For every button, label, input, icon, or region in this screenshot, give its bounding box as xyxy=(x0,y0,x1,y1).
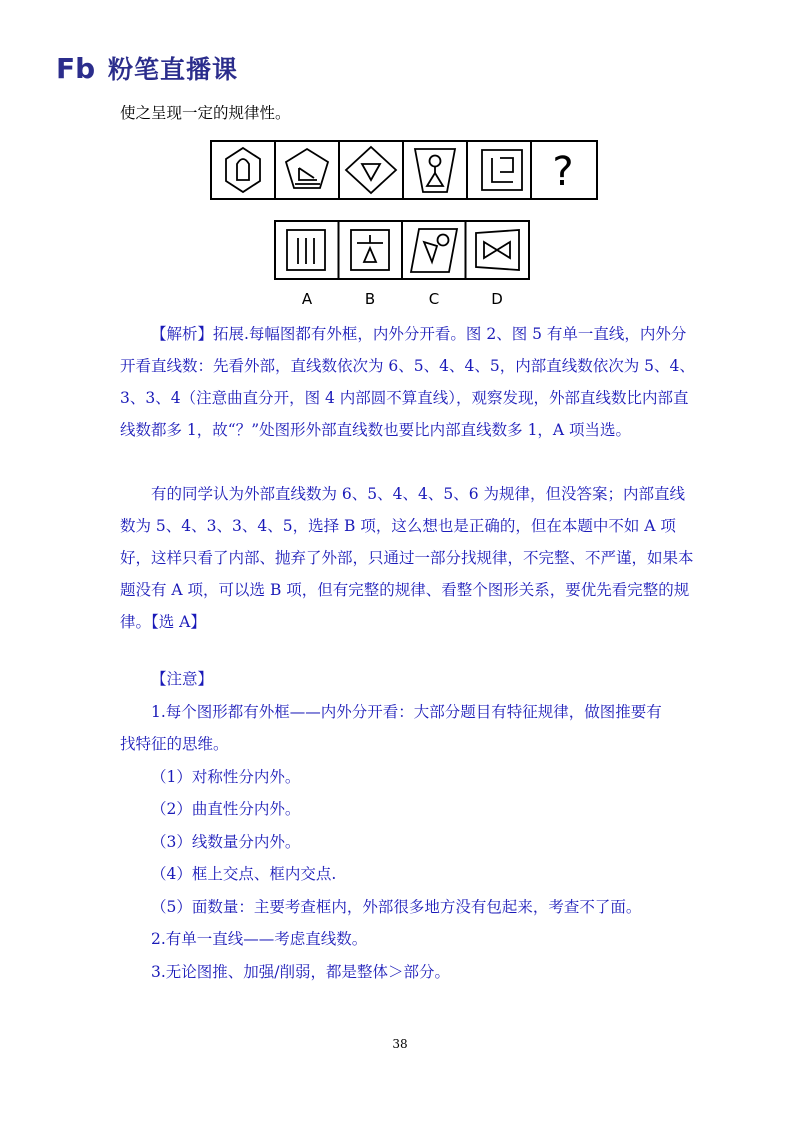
figure-3-diamond xyxy=(346,147,396,193)
note-sub-item: （2）曲直性分内外。 xyxy=(151,800,301,818)
figure-2-pentagon xyxy=(286,149,328,188)
option-d-figure[interactable] xyxy=(476,230,519,270)
option-c-figure[interactable] xyxy=(411,229,457,272)
logo-letters: Fb xyxy=(56,53,96,83)
note-sub-item: （1）对称性分内外。 xyxy=(151,767,301,786)
option-label-d: D xyxy=(491,290,503,308)
option-b-figure[interactable] xyxy=(351,230,389,270)
note-item-1: 1.每个图形都有外框——内外分开看：大部分题目有特征规律，做图推要有 xyxy=(151,702,662,721)
option-label-b: B xyxy=(364,290,376,308)
figure-1-hexagon xyxy=(226,148,260,192)
notes-section xyxy=(120,663,700,988)
question-figure xyxy=(210,140,600,202)
note-sub-item: （3）线数量分内外。 xyxy=(151,832,301,851)
note-item-1-cont: 找特征的思维。 xyxy=(120,735,229,753)
fb-logo-icon xyxy=(56,53,102,83)
note-sub-item: （5）面数量：主要考查框内，外部很多地方没有包起来，考查不了面。 xyxy=(151,897,642,916)
option-a-figure[interactable] xyxy=(287,230,325,270)
page-number: 38 xyxy=(392,1037,408,1051)
option-label-a: A xyxy=(301,290,313,308)
brand-name: 粉笔直播课 xyxy=(108,55,239,84)
brand-logo xyxy=(56,50,238,86)
note-item-3: 3.无论图推、加强/削弱，都是整体＞部分。 xyxy=(151,962,451,981)
analysis-paragraph-1: 【解析】拓展.每幅图都有外框，内外分开看。图 2、图 5 有单一直线，内外分开看直线数：先看外部，直线数依次为 6、5、4、4、5，内部直线数依次为 5、4、3、3、4（注意曲直分开，图 4 内部圆不算直线），观察发现，外部直线数比内部直线数都多 1，故“？”处图形外部直线数也要比内部直线数多 1，A 项当选。 xyxy=(120,325,695,439)
option-label-c: C xyxy=(428,290,440,308)
question-mark: ? xyxy=(552,149,574,195)
notes-title: 【注意】 xyxy=(151,670,214,688)
analysis-paragraph-2: 有的同学认为外部直线数为 6、5、4、4、5、6 为规律，但没答案；内部直线数为 5、4、3、3、4、5，选择 B 项，这么想也是正确的，但在本题中不如 A 项好，这样只看了内部、抛弃了外部，只通过一部分找规律，不完整、不严谨，如果本题没有 A 项，可以选 B 项，但有完整的规律、看整个图形关系，要优先看完整的规律。【选 A】 xyxy=(120,485,694,631)
note-item-2: 2.有单一直线——考虑直线数。 xyxy=(151,930,368,948)
note-sub-item: （4）框上交点、框内交点. xyxy=(151,865,337,883)
intro-text: 使之呈现一定的规律性。 xyxy=(120,104,291,122)
options-figure xyxy=(274,220,534,312)
figure-5-square xyxy=(482,150,522,190)
figure-4-trapezoid xyxy=(415,149,455,192)
